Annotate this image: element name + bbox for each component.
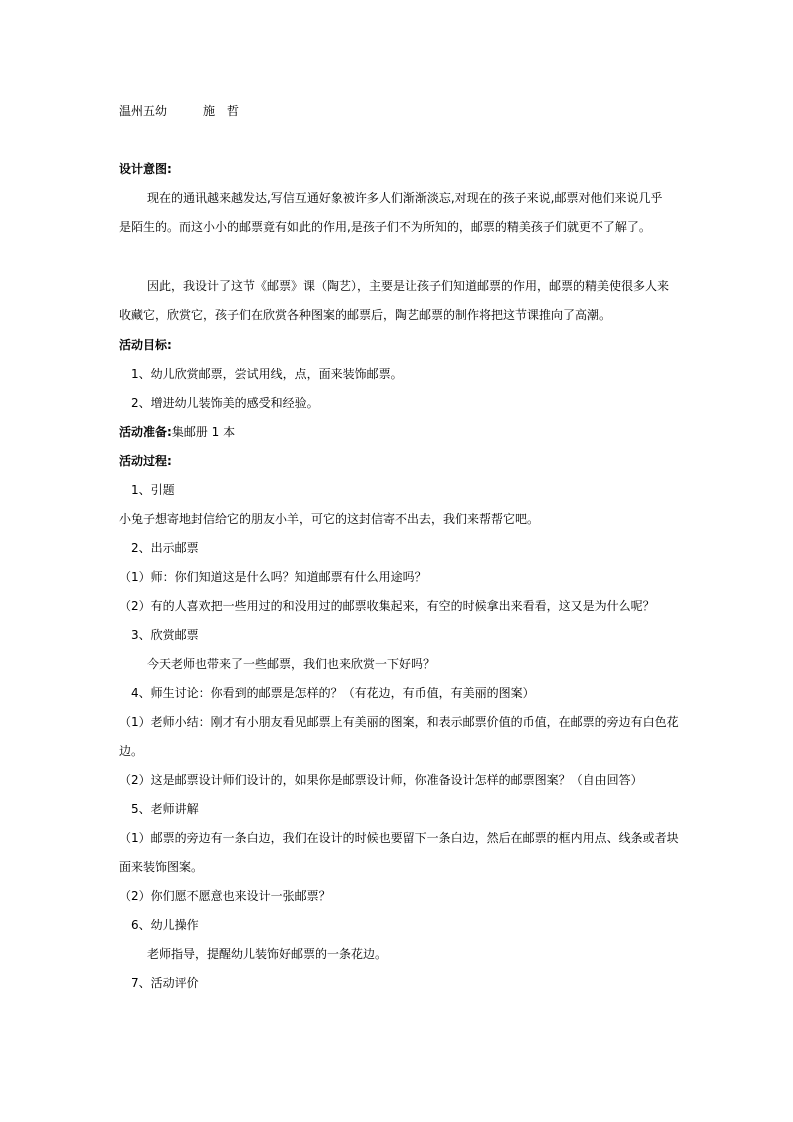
process-line: 5、老师讲解 xyxy=(131,802,199,816)
author-name: 施 哲 xyxy=(203,104,240,118)
process-line: （1）师：你们知道这是什么吗？知道邮票有什么用途吗？ xyxy=(119,570,427,584)
process-line: 面来装饰图案。 xyxy=(119,860,204,874)
preparation-line xyxy=(119,425,684,439)
process-line: （1）邮票的旁边有一条白边，我们在设计的时候也要留下一条白边，然后在邮票的框内用点、线条或者块 xyxy=(119,831,679,845)
design-intent-para2-line2: 收藏它，欣赏它，孩子们在欣赏各种图案的邮票后，陶艺邮票的制作将把这节课推向了高潮。 xyxy=(119,308,612,322)
goals-heading: 活动目标: xyxy=(119,338,172,352)
school-name: 温州五幼 xyxy=(119,104,168,118)
design-intent-para1-line2: 是陌生的。而这小小的邮票竟有如此的作用,是孩子们不为所知的，邮票的精美孩子们就更不了解了。 xyxy=(119,220,651,234)
process-line: 4、师生讨论：你看到的邮票是怎样的？（有花边，有币值，有美丽的图案） xyxy=(131,686,535,700)
process-line: （2）有的人喜欢把一些用过的和没用过的邮票收集起来，有空的时候拿出来看看，这又是为什么呢？ xyxy=(119,599,655,613)
process-line: （1）老师小结：刚才有小朋友看见邮票上有美丽的图案，和表示邮票价值的币值，在邮票的旁边有白色花 xyxy=(119,715,679,729)
process-line: 1、引题 xyxy=(131,483,175,497)
design-intent-para1-line1: 现在的通讯越来越发达,写信互通好象被许多人们渐渐淡忘,对现在的孩子来说,邮票对他们来说几乎 xyxy=(147,191,663,205)
process-line: 2、出示邮票 xyxy=(131,541,199,555)
design-intent-heading: 设计意图: xyxy=(119,162,172,176)
design-intent-para2-line1: 因此，我设计了这节《邮票》课（陶艺），主要是让孩子们知道邮票的作用，邮票的精美使很多人来 xyxy=(147,279,670,293)
process-line: 6、幼儿操作 xyxy=(131,918,199,932)
goal-item-1: 1、幼儿欣赏邮票，尝试用线，点，面来装饰邮票。 xyxy=(131,367,403,381)
process-line: 3、欣赏邮票 xyxy=(131,628,199,642)
process-heading: 活动过程: xyxy=(119,454,172,468)
process-line: 小兔子想寄地封信给它的朋友小羊，可它的这封信寄不出去，我们来帮帮它吧。 xyxy=(119,512,540,526)
goal-item-2: 2、增进幼儿装饰美的感受和经验。 xyxy=(131,396,319,410)
process-line: （2）这是邮票设计师们设计的，如果你是邮票设计师，你准备设计怎样的邮票图案？（自由回答） xyxy=(119,773,643,787)
header-line xyxy=(119,104,684,118)
process-line: 老师指导，提醒幼儿装饰好邮票的一条花边。 xyxy=(147,947,388,961)
preparation-text: 集邮册 1 本 xyxy=(171,425,236,439)
preparation-heading: 活动准备: xyxy=(119,425,172,439)
process-line: 7、活动评价 xyxy=(131,976,199,990)
process-line: 今天老师也带来了一些邮票，我们也来欣赏一下好吗？ xyxy=(147,657,436,671)
process-line: 边。 xyxy=(119,744,144,758)
process-line: （2）你们愿不愿意也来设计一张邮票？ xyxy=(119,889,331,903)
